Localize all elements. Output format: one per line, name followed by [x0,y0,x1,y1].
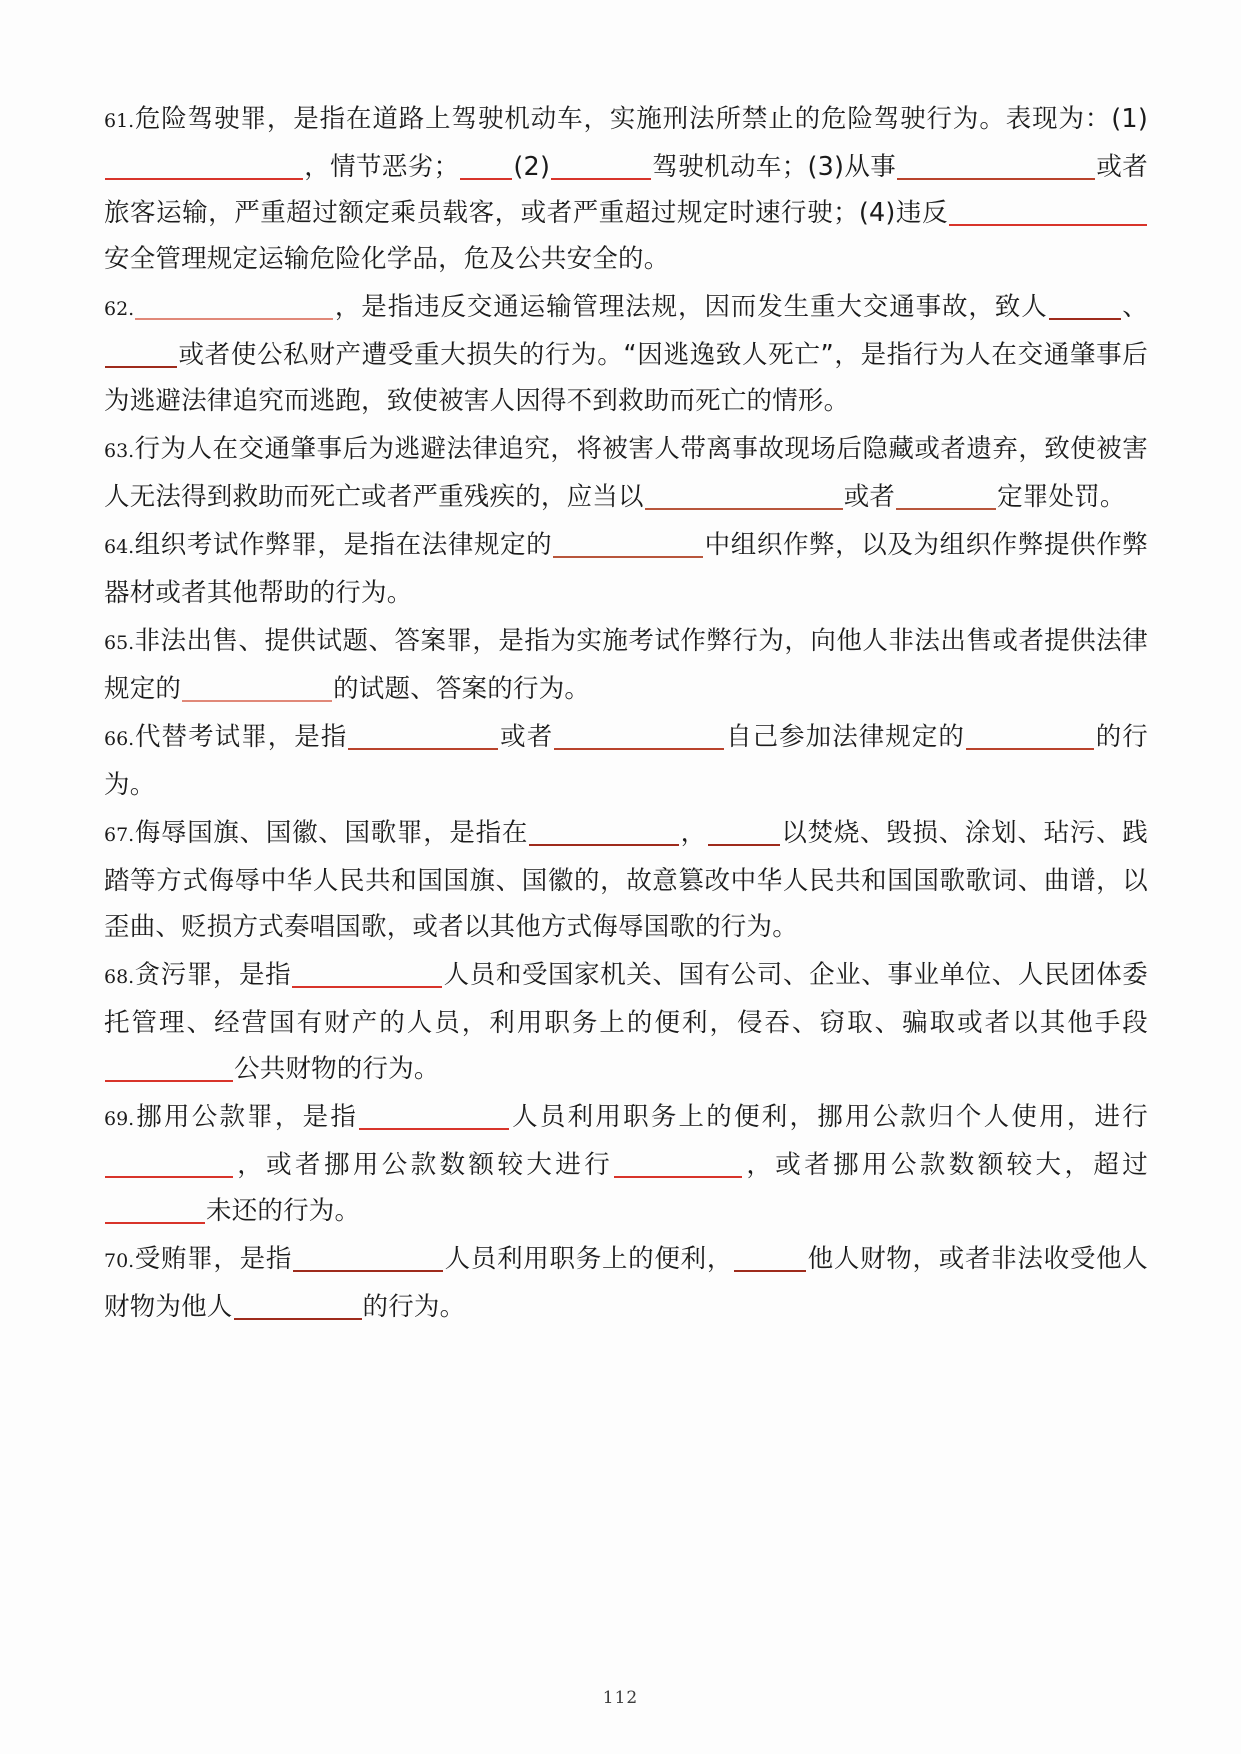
sub-item-label-1: (1) [1111,104,1148,134]
answer-blank[interactable] [949,197,1147,226]
question-number: 63. [104,440,135,462]
answer-blank[interactable] [966,721,1094,750]
question-70 [104,1236,1148,1330]
answer-blank[interactable] [896,481,996,510]
answer-blank[interactable] [105,339,177,368]
answer-blank[interactable] [554,721,724,750]
answer-blank[interactable] [551,151,651,180]
question-text: 公共财物的行为。 [234,1054,440,1084]
question-text: 危险驾驶罪，是指在道路上驾驶机动车，实施刑法所禁止的危险驾驶行为。表现为： [134,104,1112,134]
question-text: 或者 [843,482,896,512]
question-number: 64. [104,536,135,558]
answer-blank[interactable] [359,1101,509,1130]
question-number: 70. [104,1250,135,1272]
question-text: ，或者挪用公款数额较大，超过 [743,1150,1148,1180]
question-69 [104,1094,1148,1234]
question-text: 侮辱国旗、国徽、国歌罪，是指在 [134,818,529,848]
answer-blank[interactable] [293,1243,443,1272]
question-61 [104,96,1148,282]
answer-blank[interactable] [897,151,1095,180]
answer-blank[interactable] [734,1243,806,1272]
question-number: 62. [104,298,135,320]
question-text: 非法出售、提供试题、答案罪，是指为实施考试作弊行为，向他人非法出售或者提供法律规定的 [104,626,1148,704]
question-text: 或者使公私财产遭受重大损失的行为。 [178,340,624,370]
question-text: 定罪处罚。 [997,482,1126,512]
answer-blank[interactable] [553,529,703,558]
question-number: 68. [104,966,135,988]
question-text: 他人财物，或者非法收受他人财物为他人 [104,1244,1149,1322]
answer-blank[interactable] [1049,291,1121,320]
question-text: 安全管理规定运输危险化学品，危及公共安全的。 [104,244,670,274]
answer-blank[interactable] [234,1291,362,1320]
question-62 [104,284,1148,424]
sub-item-label-4: (4)违反 [858,198,948,228]
question-text: 中组织作弊，以及为组织作弊提供作弊器材或者其他帮助的行为。 [104,530,1149,608]
question-text: 人员利用职务上的便利，挪用公款归个人使用，进行 [510,1102,1148,1132]
question-text: ，是指违反交通运输管理法规，因而发生重大交通事故，致人 [334,292,1048,322]
question-text: 挪用公款罪，是指 [134,1102,359,1132]
answer-blank[interactable] [182,673,332,702]
question-text: 未还的行为。 [206,1196,361,1226]
question-text: 或者 [499,722,554,752]
question-number: 66. [104,728,135,750]
page-number: 112 [602,1688,639,1708]
question-text: 的行为。 [104,722,1148,800]
answer-blank[interactable] [460,151,512,180]
answer-blank[interactable] [105,1195,205,1224]
answer-blank[interactable] [105,151,303,180]
question-text: 、 [1121,292,1149,322]
answer-blank[interactable] [135,291,333,320]
question-66 [104,714,1148,808]
question-text: 以焚烧、毁损、涂划、玷污、践踏等方式侮辱中华人民共和国国旗、国徽的，故意篡改中华人民共和国国歌歌词、曲谱，以歪曲、贬损方式奏唱国歌，或者以其他方式侮辱国歌的行为。 [104,818,1148,942]
quoted-phrase: “因逃逸致人死亡” [623,340,834,370]
answer-blank[interactable] [614,1149,742,1178]
answer-blank[interactable] [105,1149,233,1178]
question-text: 的试题、答案的行为。 [333,674,591,704]
question-64 [104,522,1148,616]
answer-blank[interactable] [708,817,780,846]
question-text: 行为人在交通肇事后为逃避法律追究，将被害人带离事故现场后隐藏或者遗弃，致使被害人无法得到救助而死亡或者严重残疾的，应当以 [104,434,1148,512]
question-text: ，或者挪用公款数额较大进行 [234,1150,614,1180]
question-text: 贪污罪，是指 [134,960,292,990]
question-text: 的行为。 [362,1292,466,1322]
question-67 [104,810,1148,950]
question-text: 自己参加法律规定的 [725,722,965,752]
answer-blank[interactable] [105,1053,233,1082]
question-68 [104,952,1148,1092]
question-text: ，情节恶劣； [304,152,460,182]
question-text: 受贿罪，是指 [134,1244,293,1274]
sub-item-label-3: (3)从事 [807,152,897,182]
answer-blank[interactable] [529,817,679,846]
question-text: 驾驶机动车； [652,152,808,182]
question-text: 组织考试作弊罪，是指在法律规定的 [134,530,553,560]
question-63 [104,426,1148,520]
question-text: 人员利用职务上的便利， [444,1244,734,1274]
question-number: 65. [104,632,135,654]
question-text: 人员和受国家机关、国有公司、企业、事业单位、人民团体委托管理、经营国有财产的人员，利用职务上的便利，侵吞、窃取、骗取或者以其他手段 [104,960,1148,1038]
question-text: ， [680,818,707,848]
page-content [104,96,1148,1330]
question-text: 代替考试罪，是指 [134,722,348,752]
question-number: 67. [104,824,135,846]
question-text: ，是指行为人在交通肇事后为逃避法律追究而逃跑，致使被害人因得不到救助而死亡的情形。 [104,340,1148,416]
question-65 [104,618,1148,712]
question-text: 或者旅客运输，严重超过额定乘员载客，或者严重超过规定时速行驶； [104,152,1148,228]
answer-blank[interactable] [348,721,498,750]
answer-blank[interactable] [645,481,843,510]
question-number: 69. [104,1108,135,1130]
sub-item-label-2: (2) [513,152,551,182]
question-number: 61. [104,110,135,132]
answer-blank[interactable] [292,959,442,988]
